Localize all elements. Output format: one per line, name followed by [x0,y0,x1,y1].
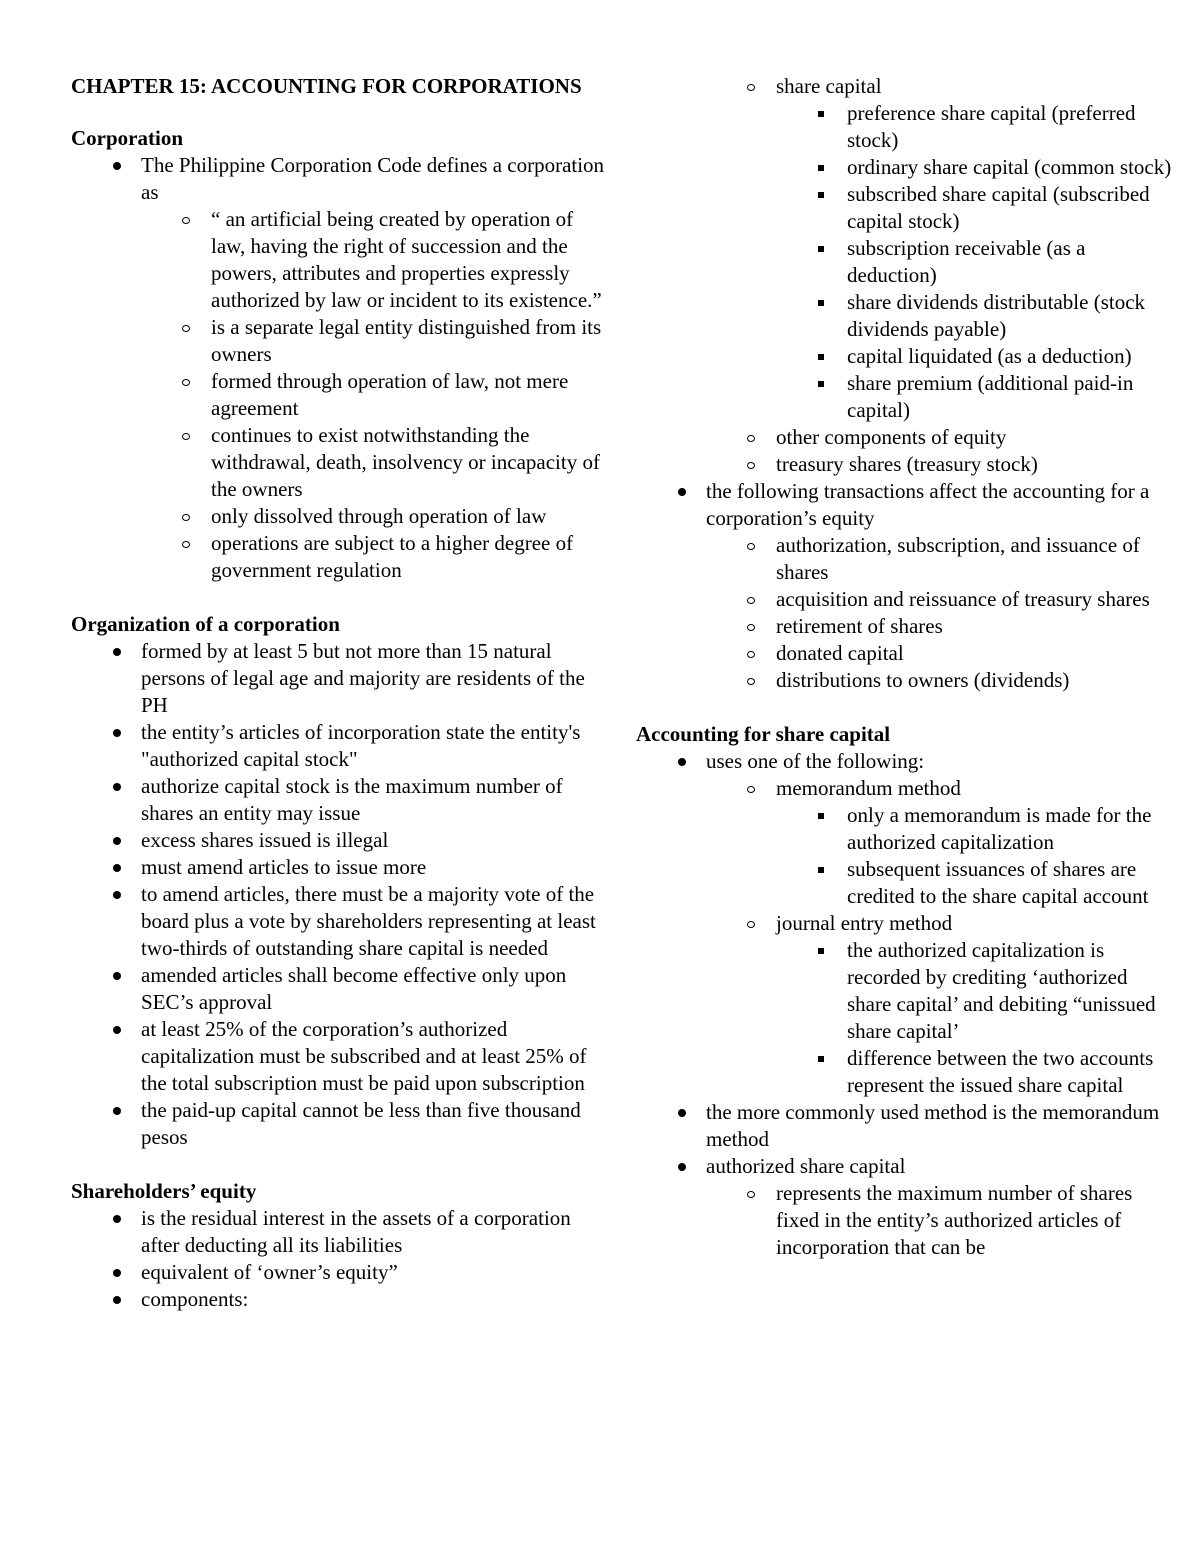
list-item-text: is the residual interest in the assets of a corporation after deducting all its liabilities [141,1206,571,1257]
list-item-text: to amend articles, there must be a majority vote of the board plus a vote by shareholders representing at least two-thirds of outstanding share capital is needed [141,882,596,960]
list-item-text: the more commonly used method is the memorandum method [706,1100,1160,1151]
list-item-level-1 [71,638,611,719]
list-item-text: formed by at least 5 but not more than 15 natural persons of legal age and majority are residents of the PH [141,639,585,717]
list-item-text: the paid-up capital cannot be less than five thousand pesos [141,1098,581,1149]
list-item-text: authorize capital stock is the maximum number of shares an entity may issue [141,774,563,825]
right-column [636,73,1176,1261]
left-column [71,73,611,1313]
list-item-text: difference between the two accounts represent the issued share capital [847,1046,1154,1097]
list-item-text: treasury shares (treasury stock) [776,452,1038,476]
list-item-level-2 [636,775,1176,802]
list-item-text: subscribed share capital (subscribed capital stock) [847,182,1150,233]
list-item-text: represents the maximum number of shares fixed in the entity’s authorized articles of incorporation that can be [776,1181,1133,1259]
list-item-level-3 [636,235,1176,289]
list-item-level-1 [636,1099,1176,1153]
list-item-text: only a memorandum is made for the authorized capitalization [847,803,1152,854]
list-item-text: must amend articles to issue more [141,855,427,879]
list-item-level-2 [636,613,1176,640]
list-item-level-3 [636,1045,1176,1099]
list-item-text: the entity’s articles of incorporation state the entity's "authorized capital stock" [141,720,581,771]
list-item-text: acquisition and reissuance of treasury shares [776,587,1150,611]
list-item-text: other components of equity [776,425,1007,449]
list-item-level-2 [71,422,611,503]
list-item-text: at least 25% of the corporation’s authorized capitalization must be subscribed and at least 25% of the total subscription must be paid upon subscription [141,1017,587,1095]
list-item-text: uses one of the following: [706,749,925,773]
list-item-text: authorized share capital [706,1154,906,1178]
list-item-level-2 [636,73,1176,100]
section-spacer [636,694,1176,721]
list-item-level-3 [636,343,1176,370]
list-item-level-1 [71,827,611,854]
list-item-text: equivalent of ‘owner’s equity” [141,1260,398,1284]
list-item-level-1 [71,152,611,206]
list-item-text: donated capital [776,641,904,665]
list-item-text: capital liquidated (as a deduction) [847,344,1132,368]
list-item-text: retirement of shares [776,614,943,638]
list-item-text: memorandum method [776,776,961,800]
list-item-level-2 [636,640,1176,667]
list-item-level-3 [636,370,1176,424]
list-item-level-1 [71,1259,611,1286]
list-item-level-2 [636,586,1176,613]
list-item-text: share premium (additional paid-in capital) [847,371,1134,422]
section-spacer [71,584,611,611]
list-item-level-1 [71,854,611,881]
list-item-level-3 [636,154,1176,181]
list-item-text: the following transactions affect the accounting for a corporation’s equity [706,479,1150,530]
list-item-level-2 [636,1180,1176,1261]
list-item-level-1 [71,962,611,1016]
list-item-level-3 [636,937,1176,1045]
list-item-level-2 [71,314,611,368]
list-item-text: ordinary share capital (common stock) [847,155,1172,179]
list-item-level-3 [636,802,1176,856]
list-item-level-1 [71,1097,611,1151]
left-column-body [71,125,611,1313]
list-item-text: preference share capital (preferred stock) [847,101,1136,152]
section-heading: Organization of a corporation [71,612,340,636]
list-item-level-2 [71,206,611,314]
section-spacer [71,1151,611,1178]
list-item-level-1 [71,1286,611,1313]
list-item-text: only dissolved through operation of law [211,504,547,528]
list-item-text: subsequent issuances of shares are credited to the share capital account [847,857,1149,908]
list-item-level-2 [71,530,611,584]
list-item-level-2 [636,451,1176,478]
list-item-text: “ an artificial being created by operation of law, having the right of succession and the powers, attributes and properties expressly authorized by law or incident to its existence.” [211,207,602,312]
list-item-text: share dividends distributable (stock dividends payable) [847,290,1146,341]
list-item-level-1 [71,1205,611,1259]
list-item-level-3 [636,181,1176,235]
section-heading: Shareholders’ equity [71,1179,257,1203]
list-item-text: subscription receivable (as a deduction) [847,236,1086,287]
chapter-title: CHAPTER 15: ACCOUNTING FOR CORPORATIONS [71,74,582,98]
list-item-level-1 [636,1153,1176,1180]
list-item-level-2 [636,910,1176,937]
list-item-text: amended articles shall become effective only upon SEC’s approval [141,963,567,1014]
list-item-text: authorization, subscription, and issuance of shares [776,533,1140,584]
list-item-level-1 [71,773,611,827]
list-item-level-2 [636,667,1176,694]
list-item-level-2 [636,532,1176,586]
list-item-text: excess shares issued is illegal [141,828,389,852]
list-item-text: journal entry method [776,911,953,935]
list-item-text: The Philippine Corporation Code defines a corporation as [141,153,605,204]
list-item-level-3 [636,100,1176,154]
list-item-text: components: [141,1287,249,1311]
list-item-level-3 [636,856,1176,910]
list-item-level-1 [71,881,611,962]
list-item-text: share capital [776,74,882,98]
list-item-text: formed through operation of law, not mere agreement [211,369,569,420]
right-column-body [636,73,1176,1261]
list-item-level-2 [71,368,611,422]
list-item-level-2 [71,503,611,530]
list-item-level-1 [71,1016,611,1097]
section-heading: Corporation [71,126,183,150]
list-item-text: distributions to owners (dividends) [776,668,1070,692]
list-item-text: operations are subject to a higher degree of government regulation [211,531,574,582]
list-item-level-2 [636,424,1176,451]
list-item-level-1 [636,748,1176,775]
list-item-text: is a separate legal entity distinguished from its owners [211,315,602,366]
list-item-text: continues to exist notwithstanding the withdrawal, death, insolvency or incapacity of the owners [211,423,600,501]
list-item-level-1 [636,478,1176,532]
list-item-text: the authorized capitalization is recorded by crediting ‘authorized share capital’ and debiting “unissued share capital’ [847,938,1156,1043]
section-heading: Accounting for share capital [636,722,891,746]
list-item-level-1 [71,719,611,773]
list-item-level-3 [636,289,1176,343]
